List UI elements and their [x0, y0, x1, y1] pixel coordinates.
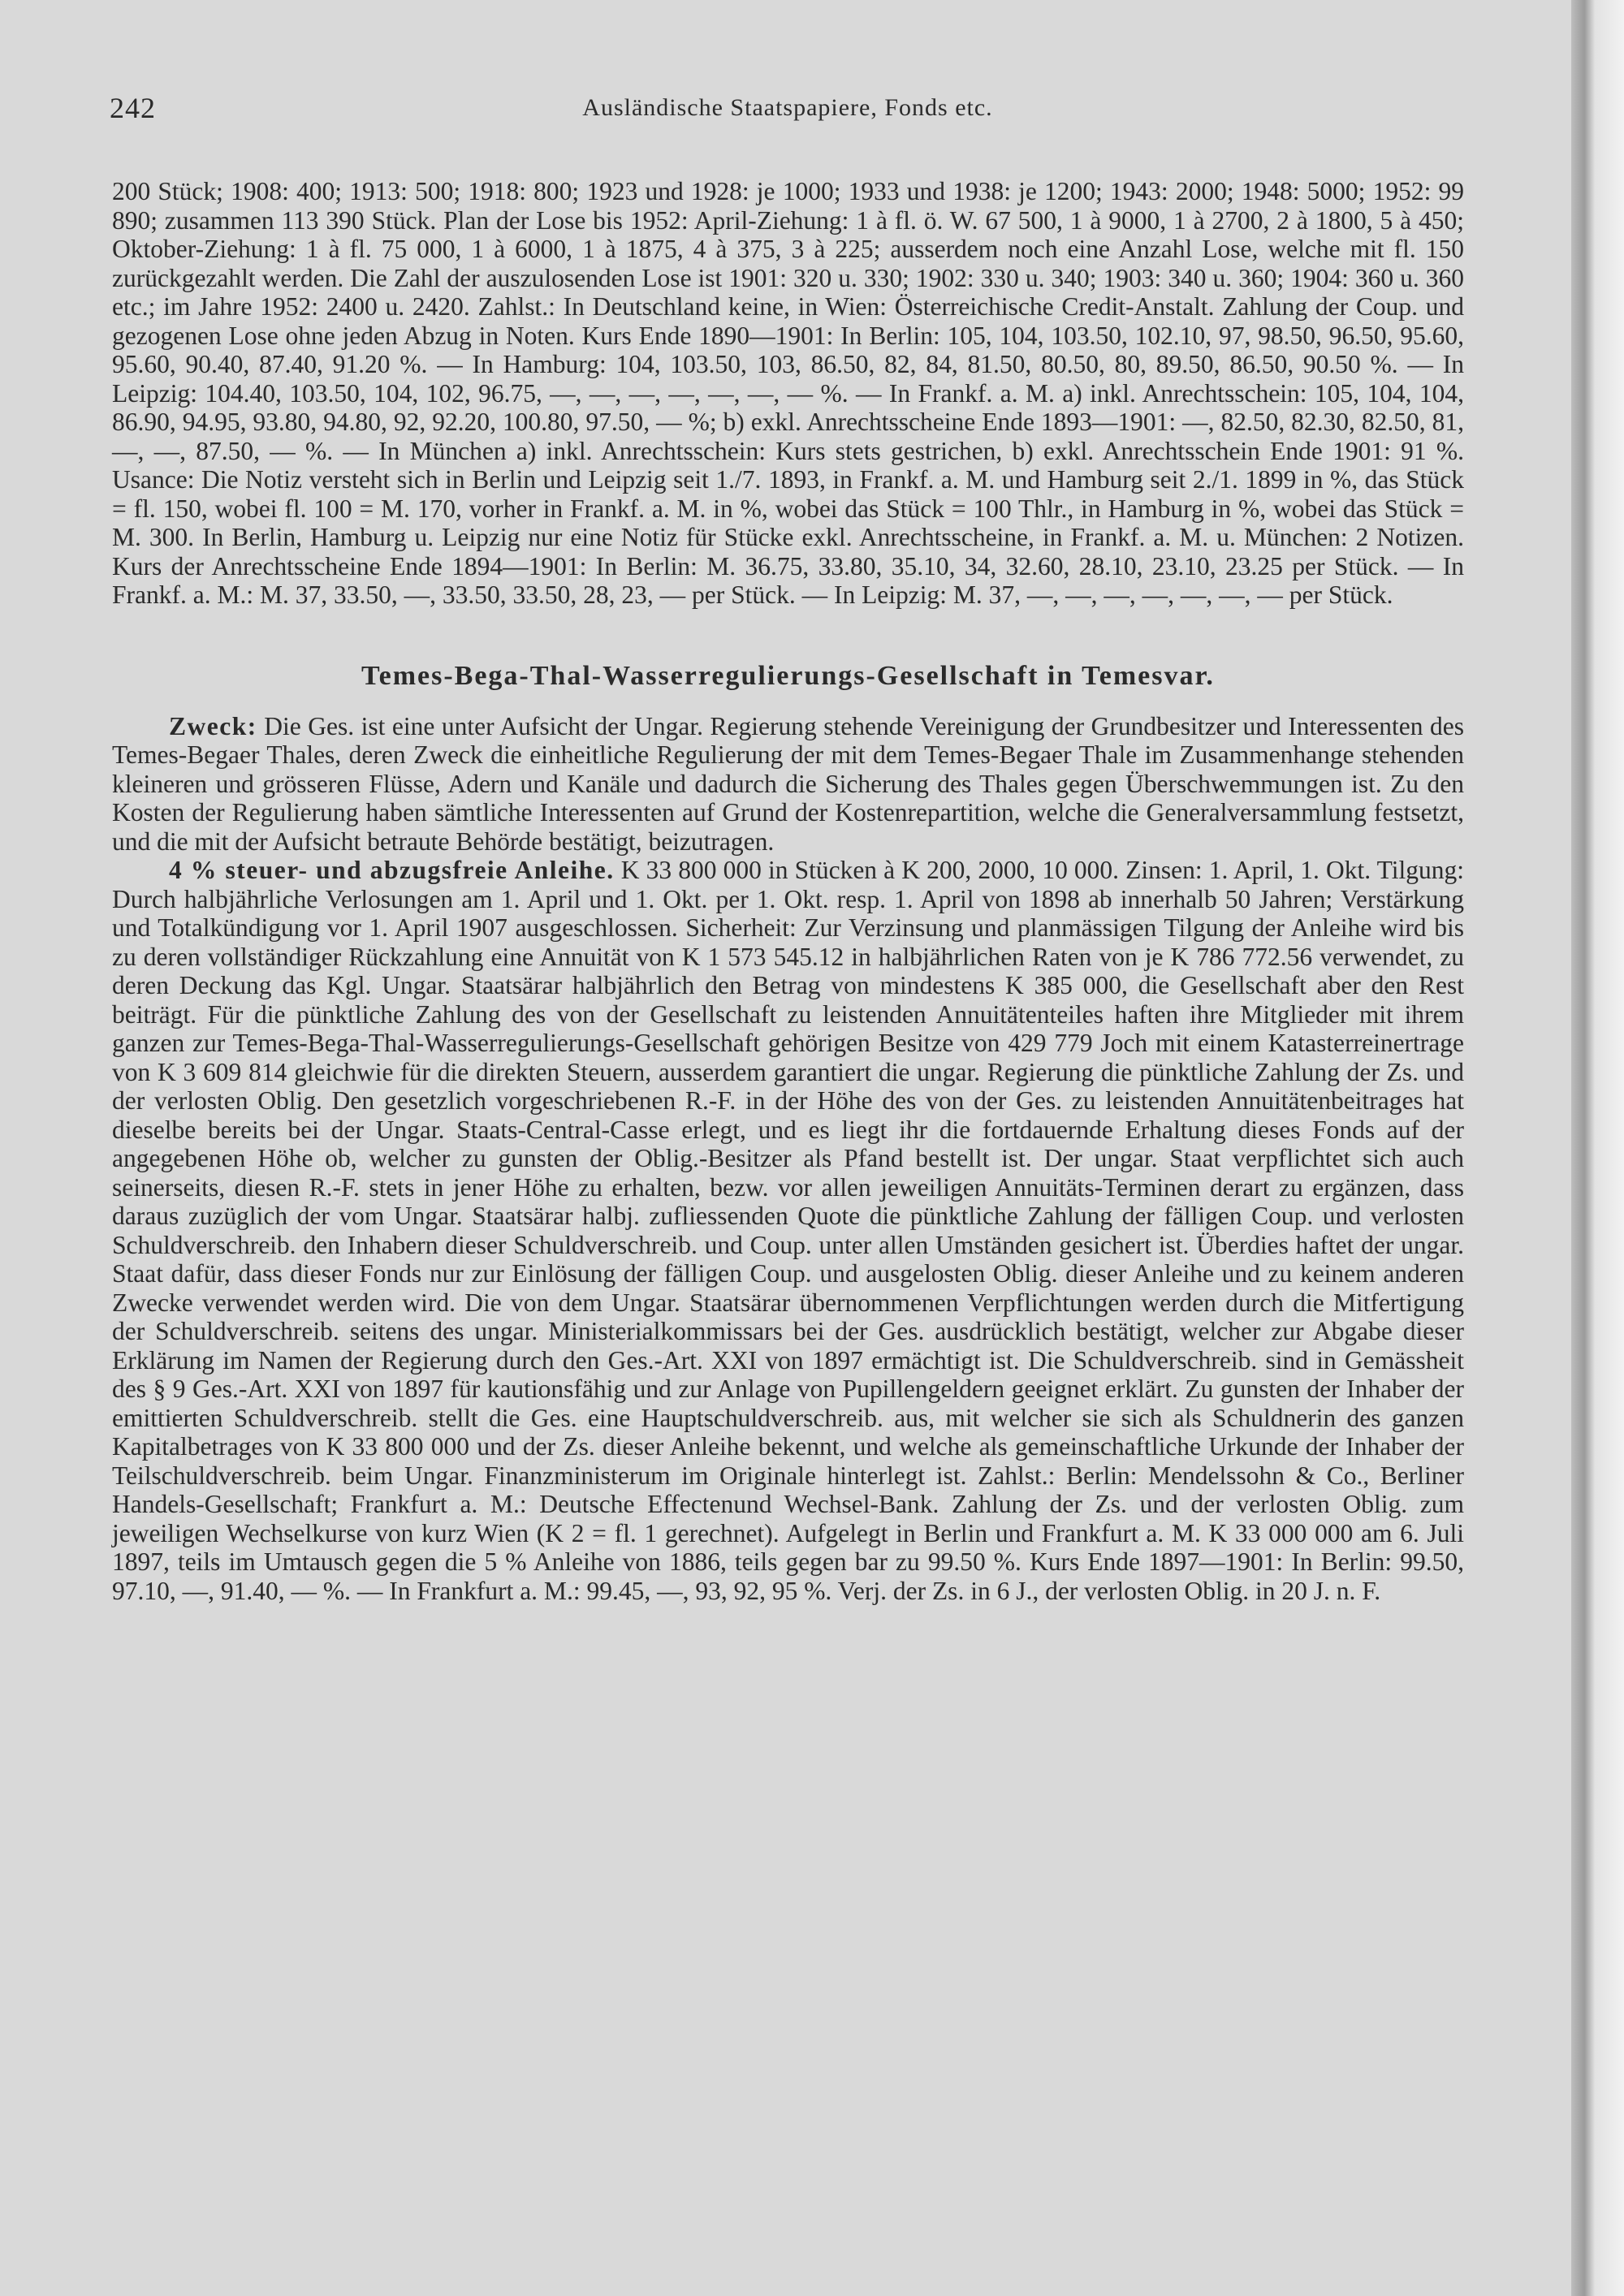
page-content: [112, 177, 1464, 1605]
zweck-label: Zweck:: [169, 711, 257, 740]
page-edge-shadow: [1571, 0, 1624, 2296]
zweck-paragraph: [112, 712, 1464, 857]
page-number: 242: [110, 92, 156, 124]
anleihe-label: 4 % steuer- und abzugsfreie Anleihe.: [169, 856, 615, 884]
section-heading: Temes-Bega-Thal-Wasserregulierungs-Gesellschaft in Temesvar.: [361, 660, 1215, 691]
page-header: [110, 91, 1466, 132]
zweck-text: Die Ges. ist eine unter Aufsicht der Ungar. Regierung stehende Vereinigung der Grundbesitzer und Interessenten des Temes-Begaer Thales, deren Zweck die einheitliche Regulierung der mit dem Temes-Begaer Thale im Zusammenhange stehenden kleineren und grösseren Flüsse, Adern und Kanäle und dadurch die Sicherung des Thales gegen Überschwemmungen ist. Zu den Kosten der Regulierung haben sämtliche Interessenten auf Grund der Kostenrepartition, welche die Generalversammlung festsetzt, und die mit der Aufsicht betraute Behörde bestätigt, beizutragen.: [112, 711, 1464, 856]
anleihe-paragraph: [112, 856, 1464, 1605]
intro-paragraph: 200 Stück; 1908: 400; 1913: 500; 1918: 800; 1923 und 1928: je 1000; 1933 und 1938: je 1200; 1943: 2000; 1948: 5000; 1952: 99 890; zusammen 113 390 Stück. Plan der Lose bis 1952: April-Ziehung: 1 à fl. ö. W. 67 500, 1 à 9000, 1 à 2700, 2 à 1800, 5 à 450; Oktober-Ziehung: 1 à fl. 75 000, 1 à 6000, 1 à 1875, 4 à 375, 3 à 225; ausserdem noch eine Anzahl Lose, welche mit fl. 150 zurückgezahlt werden. Die Zahl der auszulosenden Lose ist 1901: 320 u. 330; 1902: 330 u. 340; 1903: 340 u. 360; 1904: 360 u. 360 etc.; im Jahre 1952: 2400 u. 2420. Zahlst.: In Deutschland keine, in Wien: Österreichische Credit-Anstalt. Zahlung der Coup. und gezogenen Lose ohne jeden Abzug in Noten. Kurs Ende 1890—1901: In Berlin: 105, 104, 103.50, 102.10, 97, 98.50, 96.50, 95.60, 95.60, 90.40, 87.40, 91.20 %. — In Hamburg: 104, 103.50, 103, 86.50, 82, 84, 81.50, 80.50, 80, 89.50, 86.50, 90.50 %. — In Leipzig: 104.40, 103.50, 104, 102, 96.75, —, —, —, —, —, —, — %. — In Frankf. a. M. a) inkl. Anrechtsschein: 105, 104, 104, 86.90, 94.95, 93.80, 94.80, 92, 92.20, 100.80, 97.50, — %; b) exkl. Anrechtsscheine Ende 1893—1901: —, 82.50, 82.30, 82.50, 81, —, —, 87.50, — %. — In München a) inkl. Anrechtsschein: Kurs stets gestrichen, b) exkl. Anrechtsschein Ende 1901: 91 %. Usance: Die Notiz versteht sich in Berlin und Leipzig seit 1./7. 1893, in Frankf. a. M. und Hamburg seit 2./1. 1899 in %, das Stück = fl. 150, wobei fl. 100 = M. 170, vorher in Frankf. a. M. in %, wobei das Stück = 100 Thlr., in Hamburg in %, wobei das Stück = M. 300. In Berlin, Hamburg u. Leipzig nur eine Notiz für Stücke exkl. Anrechtsscheine, in Frankf. a. M. u. München: 2 Notizen. Kurs der Anrechtsscheine Ende 1894—1901: In Berlin: M. 36.75, 33.80, 35.10, 34, 32.60, 28.10, 23.10, 23.25 per Stück. — In Frankf. a. M.: M. 37, 33.50, —, 33.50, 33.50, 28, 23, — per Stück. — In Leipzig: M. 37, —, —, —, —, —, —, — per Stück.: [112, 177, 1464, 609]
anleihe-text: K 33 800 000 in Stücken à K 200, 2000, 10 000. Zinsen: 1. April, 1. Okt. Tilgung: Durch halbjährliche Verlosungen am 1. April und 1. Okt. per 1. Okt. resp. 1. April von 1898 ab innerhalb 50 Jahren; Verstärkung und Totalkündigung vor 1. April 1907 ausgeschlossen. Sicherheit: Zur Verzinsung und planmässigen Tilgung der Anleihe wird bis zu deren vollständiger Rückzahlung eine Annuität von K 1 573 545.12 in halbjährlichen Raten von je K 786 772.56 verwendet, zu deren Deckung das Kgl. Ungar. Staatsärar halbjährlich den Betrag von mindestens K 385 000, die Gesellschaft aber den Rest beiträgt. Für die pünktliche Zahlung des von der Gesellschaft zu leistenden Annuitätenteiles haften ihre Mitglieder mit ihrem ganzen zur Temes-Bega-Thal-Wasserregulierungs-Gesellschaft gehörigen Besitze von 429 779 Joch mit einem Katasterreinertrage von K 3 609 814 gleichwie für die direkten Steuern, ausserdem garantiert die ungar. Regierung die pünktliche Zahlung der Zs. und der verlosten Oblig. Den gesetzlich vorgeschriebenen R.-F. in der Höhe des von der Ges. zu leistenden Annuitätenbeitrages hat dieselbe bereits bei der Ungar. Staats-Central-Casse erlegt, und es liegt ihr die fortdauernde Erhaltung dieses Fonds auf der angegebenen Höhe ob, welcher zu gunsten der Oblig.-Besitzer als Pfand bestellt ist. Der ungar. Staat verpflichtet sich auch seinerseits, diesen R.-F. stets in jener Höhe zu erhalten, bezw. vor allen jeweiligen Annuitäts-Terminen derart zu ergänzen, dass daraus zuzüglich der vom Ungar. Staatsärar halbj. zufliessenden Quote die pünktliche Zahlung der fälligen Coup. und verlosten Schuldverschreib. den Inhabern dieser Schuldverschreib. und Coup. unter allen Umständen gesichert ist. Überdies haftet der ungar. Staat dafür, dass dieser Fonds nur zur Einlösung der fälligen Coup. und ausgelosten Oblig. dieser Anleihe und zu keinem anderen Zwecke verwendet werden wird. Die von dem Ungar. Staatsärar übernommenen Verpflichtungen werden durch die Mitfertigung der Schuldverschreib. seitens des ungar. Ministerialkommissars bei der Ges. ausdrücklich bestätigt, welcher zur Abgabe dieser Erklärung im Namen der Regierung durch den Ges.-Art. XXI von 1897 ermächtigt ist. Die Schuldverschreib. sind in Gemässheit des § 9 Ges.-Art. XXI von 1897 für kautionsfähig und zur Anlage von Pupillengeldern geeignet erklärt. Zu gunsten der Inhaber der emittierten Schuldverschreib. stellt die Ges. eine Hauptschuldverschreib. aus, mit welcher sie sich als Schuldnerin des ganzen Kapitalbetrages von K 33 800 000 und der Zs. dieser Anleihe bekennt, und welche als gemeinschaftliche Urkunde der Inhaber der Teilschuldverschreib. beim Ungar. Finanzministerum im Originale hinterlegt ist. Zahlst.: Berlin: Mendelssohn & Co., Berliner Handels-Gesellschaft; Frankfurt a. M.: Deutsche Effectenund Wechsel-Bank. Zahlung der Zs. und der verlosten Oblig. zum jeweiligen Wechselkurse von kurz Wien (K 2 = fl. 1 gerechnet). Aufgelegt in Berlin und Frankfurt a. M. K 33 000 000 am 6. Juli 1897, teils im Umtausch gegen die 5 % Anleihe von 1886, teils gegen bar zu 99.50 %. Kurs Ende 1897—1901: In Berlin: 99.50, 97.10, —, 91.40, — %. — In Frankfurt a. M.: 99.45, —, 93, 92, 95 %. Verj. der Zs. in 6 J., der verlosten Oblig. in 20 J. n. F.: [112, 856, 1464, 1605]
running-title: Ausländische Staatspapiere, Fonds etc.: [582, 94, 993, 121]
